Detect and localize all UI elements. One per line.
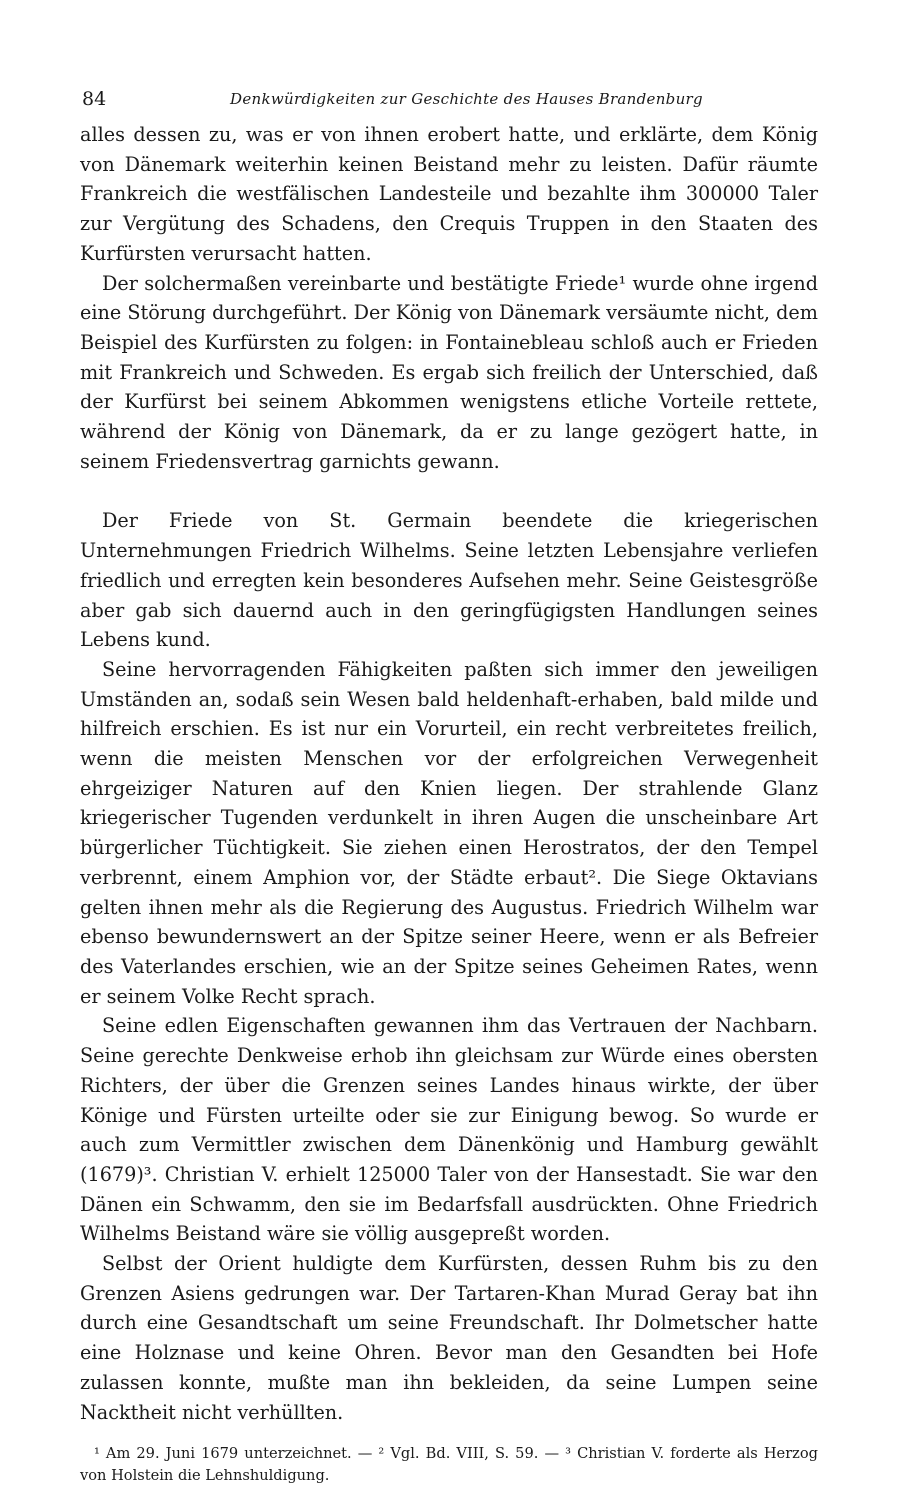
book-page: [80, 82, 818, 1487]
paragraph: Der solchermaßen vereinbarte und bestätigte Friede¹ wurde ohne irgend eine Störung durchgeführt. Der König von Dänemark versäumte nicht, dem Beispiel des Kurfürsten zu folgen: in Fontainebleau schloß auch er Frieden mit Frankreich und Schweden. Es ergab sich freilich der Unterschied, daß der Kurfürst bei seinem Abkommen wenigstens etliche Vorteile rettete, während der König von Dänemark, da er zu lange gezögert hatte, in seinem Friedensvertrag garnichts gewann.: [80, 271, 818, 473]
page-number: 84: [82, 88, 107, 110]
paragraph: alles dessen zu, was er von ihnen erobert hatte, und erklärte, dem König von Dänemark weiterhin keinen Beistand mehr zu leisten. Dafür räumte Frankreich die westfälischen Landesteile und bezahlte ihm 300000 Taler zur Vergütung des Schadens, den Crequis Truppen in den Staaten des Kurfürsten verursacht hatten.: [80, 123, 818, 265]
page-header: [80, 82, 818, 120]
paragraph: Seine hervorragenden Fähigkeiten paßten sich immer den jeweiligen Umständen an, sodaß sein Wesen bald heldenhaft-erhaben, bald milde und hilfreich erschien. Es ist nur ein Vorurteil, ein recht verbreitetes freilich, wenn die meisten Menschen vor der erfolgreichen Verwegenheit ehrgeiziger Naturen auf den Knien liegen. Der strahlende Glanz kriegerischer Tugenden verdunkelt in ihren Augen die unscheinbare Art bürgerlicher Tüchtigkeit. Sie ziehen einen Herostratos, der den Tempel verbrennt, einem Amphion vor, der Städte erbaut². Die Siege Oktavians gelten ihnen mehr als die Regierung des Augustus. Friedrich Wilhelm war ebenso bewundernswert an der Spitze seiner Heere, wenn er als Befreier des Vaterlandes erschien, wie an der Spitze seines Geheimen Rates, wenn er seinem Volke Recht sprach.: [80, 657, 818, 1008]
paragraph: Der Friede von St. Germain beendete die kriegerischen Unternehmungen Friedrich Wilhelms. Seine letzten Lebensjahre verliefen friedlich und erregten kein besonderes Aufsehen mehr. Seine Geistesgröße aber gab sich dauernd auch in den geringfügigsten Handlungen seines Lebens kund.: [80, 509, 818, 652]
paragraph: Seine edlen Eigenschaften gewannen ihm das Vertrauen der Nachbarn. Seine gerechte Denkweise erhob ihn gleichsam zur Würde eines obersten Richters, der über die Grenzen seines Landes hinaus wirkte, der über Könige und Fürsten urteilte oder sie zur Einigung bewog. So wurde er auch zum Vermittler zwischen dem Dänenkönig und Hamburg gewählt (1679)³. Christian V. erhielt 125000 Taler von der Hansestadt. Sie war den Dänen ein Schwamm, den sie im Bedarfsfall ausdrückten. Ohne Friedrich Wilhelms Beistand wäre sie völlig ausgepreßt worden.: [80, 1014, 818, 1246]
paragraph: Selbst der Orient huldigte dem Kurfürsten, dessen Ruhm bis zu den Grenzen Asiens gedrungen war. Der Tartaren-Khan Murad Geray bat ihn durch eine Gesandtschaft um seine Freundschaft. Ihr Dolmetscher hatte eine Holznase und keine Ohren. Bevor man den Gesandten bei Hofe zulassen konnte, mußte man ihn bekleiden, da seine Lumpen seine Nacktheit nicht verhüllten.: [80, 1252, 818, 1424]
footnote: ¹ Am 29. Juni 1679 unterzeichnet. — ² Vgl. Bd. VIII, S. 59. — ³ Christian V. forderte als Herzog von Holstein die Lehnshuldigung.: [80, 1445, 818, 1485]
main-text: [80, 120, 818, 1427]
footnotes: [80, 1443, 818, 1487]
section-break: [80, 476, 818, 506]
running-title: Denkwürdigkeiten zur Geschichte des Hauses Brandenburg: [230, 90, 703, 108]
